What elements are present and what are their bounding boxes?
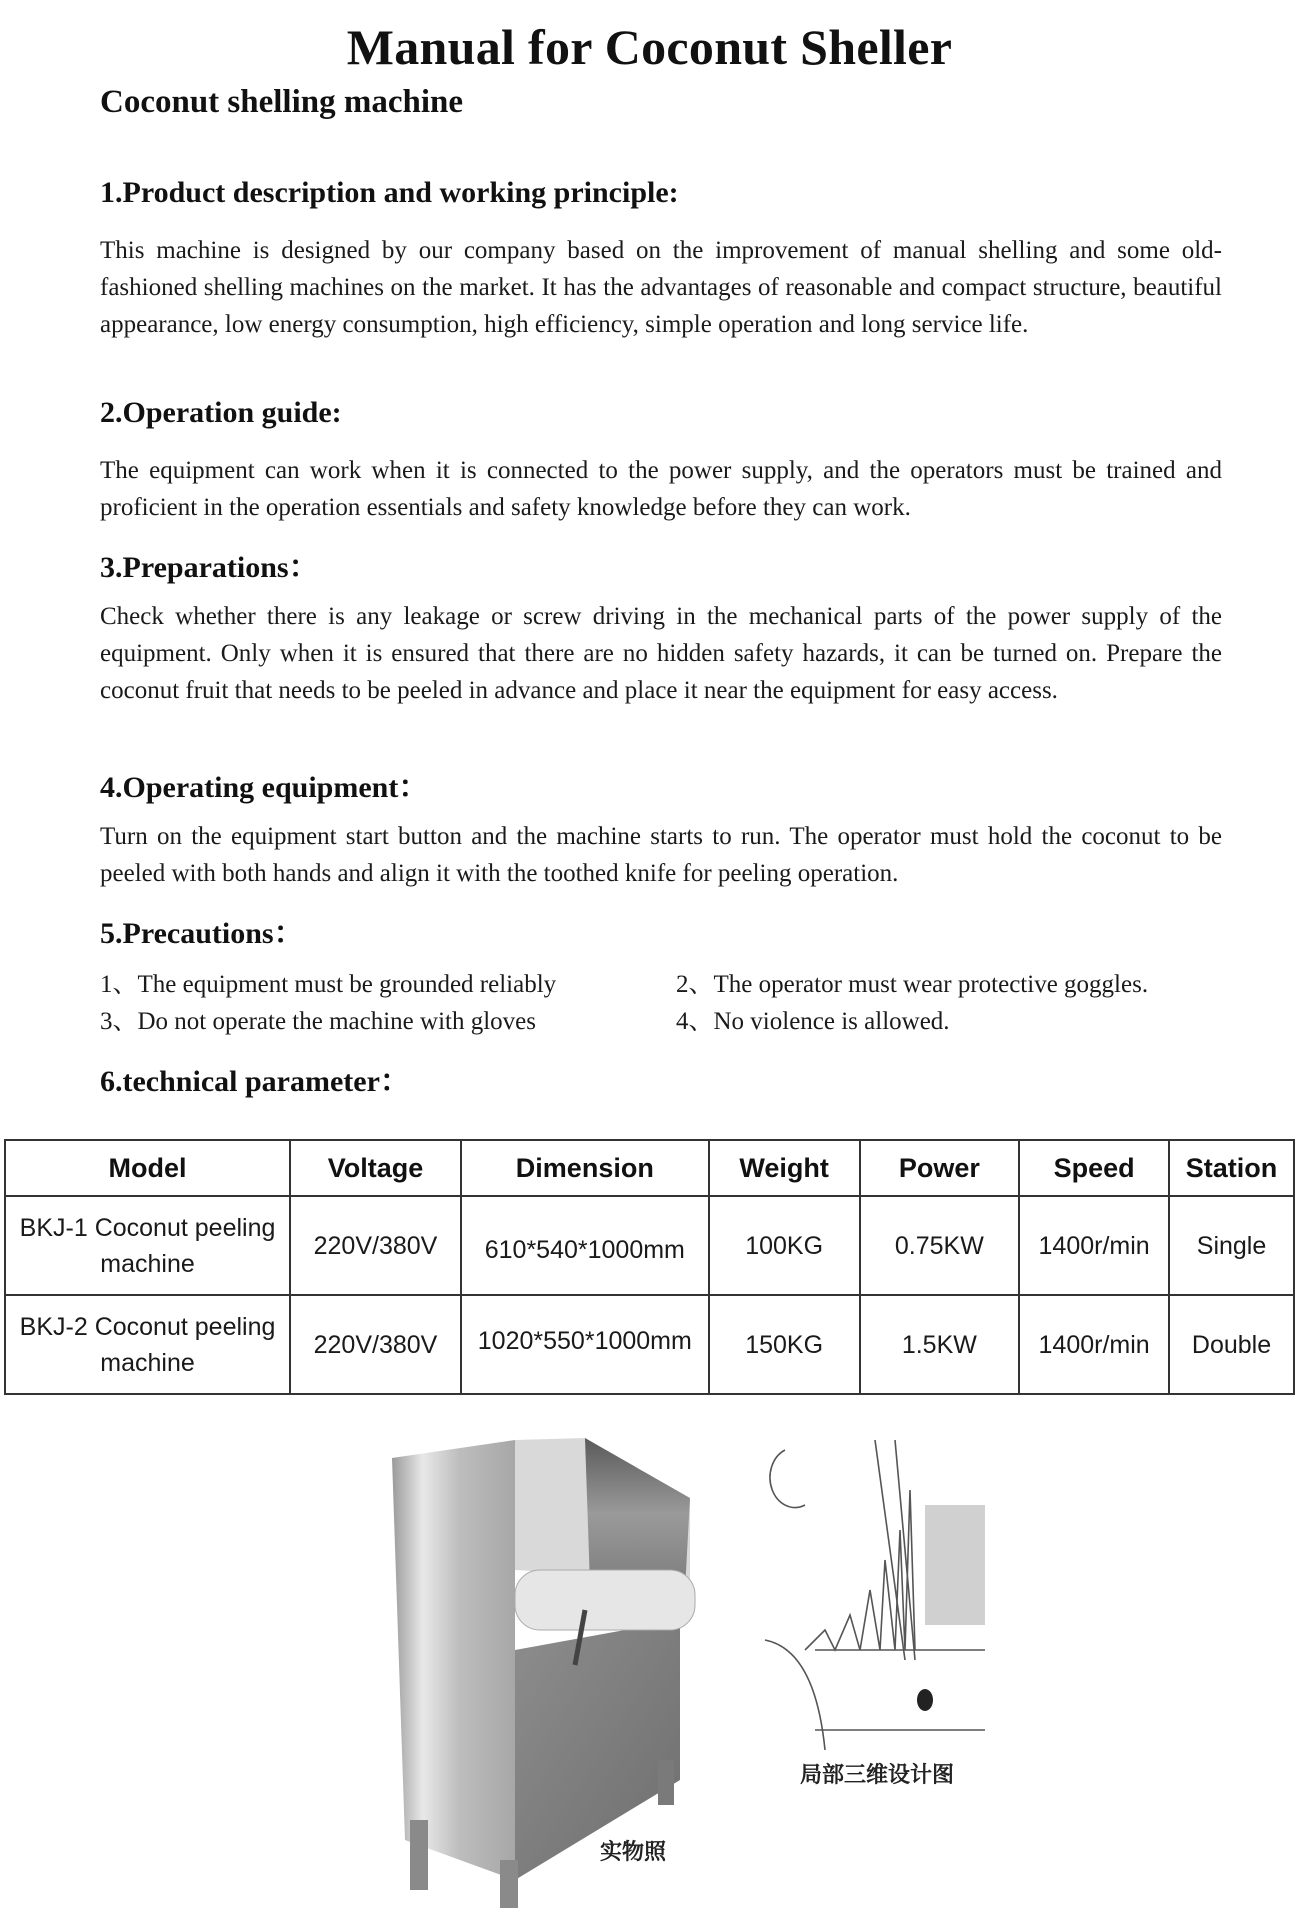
section-body-preparations: Check whether there is any leakage or screw driving in the mechanical parts of the power supply of the equipment. Only when it is ensured that there are no hidden safety hazards, it can be turned on. Prepare the coconut fruit that needs to be peeled in advance and place it near the equipment for easy access. xyxy=(100,603,1222,704)
section-heading-precautions: 5.Precautions： xyxy=(100,917,304,950)
section-heading-preparations: 3.Preparations： xyxy=(100,551,319,584)
cell-model: BKJ-2 Coconut peeling machine xyxy=(5,1295,290,1394)
section-body-operating-equipment: Turn on the equipment start button and the machine starts to run. The operator must hold the coconut to be peeled with both hands and align it with the toothed knife for peeling operation. xyxy=(100,823,1222,887)
machine-photo xyxy=(380,1420,720,1910)
cell-power: 1.5KW xyxy=(860,1295,1020,1394)
precaution-item: 3、Do not operate the machine with gloves xyxy=(100,1008,536,1035)
machine-leg xyxy=(658,1760,674,1805)
section-heading-technical-parameter: 6.technical parameter： xyxy=(100,1065,410,1098)
cell-dimension: 610*540*1000mm xyxy=(461,1196,709,1295)
table-row xyxy=(5,1295,1294,1394)
machine-side-panel xyxy=(392,1440,515,1880)
machine-roller xyxy=(515,1570,695,1630)
technical-parameter-table xyxy=(4,1139,1295,1395)
cell-weight: 100KG xyxy=(709,1196,860,1295)
column-header-speed: Speed xyxy=(1019,1140,1169,1196)
cell-speed: 1400r/min xyxy=(1019,1196,1169,1295)
cell-speed: 1400r/min xyxy=(1019,1295,1169,1394)
precaution-item: 1、The equipment must be grounded reliably xyxy=(100,971,557,998)
cell-voltage: 220V/380V xyxy=(290,1295,461,1394)
cell-dimension: 1020*550*1000mm xyxy=(461,1295,709,1394)
cell-model: BKJ-1 Coconut peeling machine xyxy=(5,1196,290,1295)
cell-power: 0.75KW xyxy=(860,1196,1020,1295)
drawing-hole xyxy=(917,1689,933,1711)
column-header-model: Model xyxy=(5,1140,290,1196)
machine-hood xyxy=(585,1438,690,1590)
table-header-row xyxy=(5,1140,1294,1196)
column-header-weight: Weight xyxy=(709,1140,860,1196)
precaution-item: 2、The operator must wear protective goggles. xyxy=(676,971,1149,998)
page-title: Manual for Coconut Sheller xyxy=(346,19,953,75)
drawing-drum-edge xyxy=(765,1640,825,1750)
cell-station: Single xyxy=(1169,1196,1294,1295)
column-header-power: Power xyxy=(860,1140,1020,1196)
section-heading-operating-equipment: 4.Operating equipment： xyxy=(100,771,429,804)
photo-caption: 实物照 xyxy=(600,1840,667,1865)
drawing-teeth xyxy=(805,1490,915,1650)
column-header-voltage: Voltage xyxy=(290,1140,461,1196)
table-row xyxy=(5,1196,1294,1295)
machine-leg xyxy=(500,1860,518,1908)
column-header-station: Station xyxy=(1169,1140,1294,1196)
cell-weight: 150KG xyxy=(709,1295,860,1394)
section-body-operation-guide: The equipment can work when it is connected to the power supply, and the operators must be trained and proficient in the operation essentials and safety knowledge before they can work. xyxy=(100,457,1222,521)
section-heading-operation-guide: 2.Operation guide: xyxy=(100,396,342,429)
drawing-caption: 局部三维设计图 xyxy=(800,1763,955,1788)
section-heading-product-description: 1.Product description and working principle: xyxy=(100,176,679,209)
precaution-item: 4、No violence is allowed. xyxy=(676,1008,950,1035)
cell-voltage: 220V/380V xyxy=(290,1196,461,1295)
design-drawing xyxy=(755,1420,985,1750)
drawing-drum-body xyxy=(815,1650,985,1730)
document-subtitle: Coconut shelling machine xyxy=(100,84,464,120)
machine-leg xyxy=(410,1820,428,1890)
cell-station: Double xyxy=(1169,1295,1294,1394)
drawing-housing xyxy=(925,1505,985,1625)
section-body-product-description: This machine is designed by our company based on the improvement of manual shelling and some old-fashioned shelling machines on the market. It has the advantages of reasonable and compact structure, beautiful appearance, low energy consumption, high efficiency, simple operation and long service life. xyxy=(100,237,1222,338)
drawing-gear-outline xyxy=(770,1450,805,1508)
column-header-dimension: Dimension xyxy=(461,1140,709,1196)
